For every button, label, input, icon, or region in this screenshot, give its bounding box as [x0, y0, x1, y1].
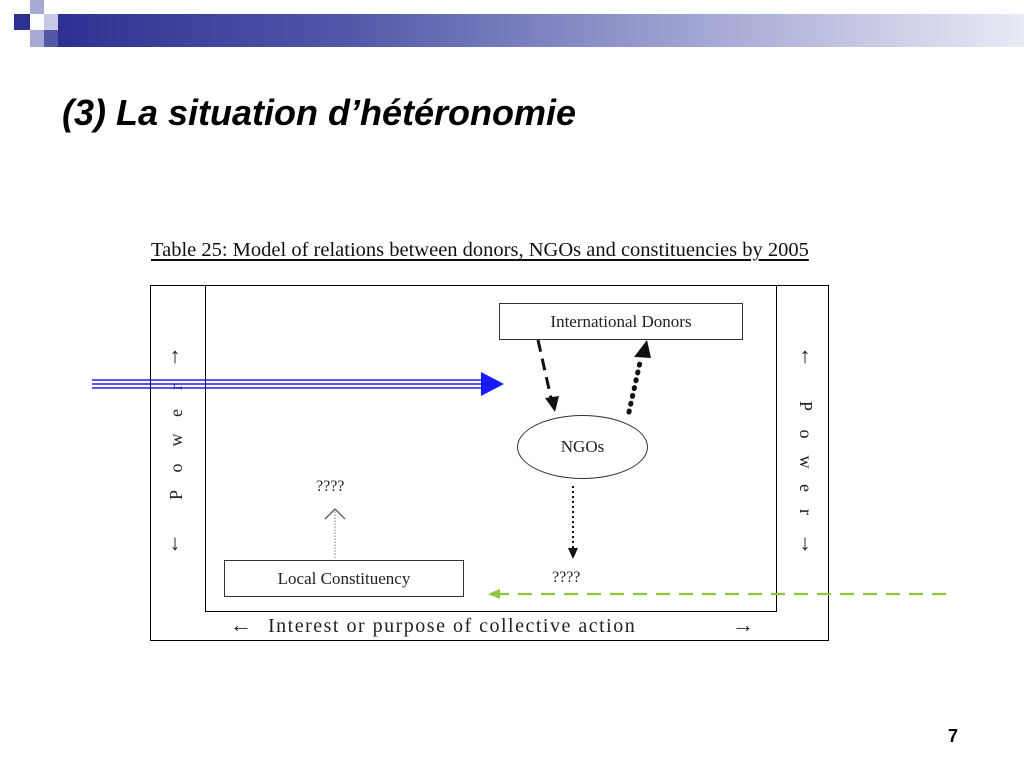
power-left-letter: w: [166, 433, 186, 447]
power-left-letter: o: [166, 463, 186, 473]
slide-title: (3) La situation d’hétéronomie: [62, 92, 577, 133]
page-number: 7: [948, 726, 959, 746]
header-gradient-band: [58, 14, 1024, 47]
header-square-light: [44, 14, 58, 30]
interest-right-arrow: →: [732, 612, 754, 637]
local-constituency-box: Local Constituency: [224, 560, 464, 597]
power-right-letter: w: [796, 455, 816, 469]
power-left-letter: P: [166, 490, 186, 501]
interest-left-arrow: ←: [230, 612, 252, 637]
power-left-down-arrow: ↓: [169, 530, 181, 555]
power-right-down-arrow: ↓: [799, 530, 811, 555]
power-left-letter: r: [166, 384, 186, 390]
header-square-dark: [44, 30, 58, 47]
diagram-caption: Table 25: Model of relations between donors, NGOs and constituencies by 2005: [151, 239, 809, 261]
power-left-up-arrow: ↑: [169, 343, 181, 368]
power-right-letter: r: [796, 509, 816, 515]
header-square-light: [30, 0, 44, 14]
international-donors-box: International Donors: [499, 303, 743, 340]
header-square-light: [30, 30, 44, 47]
ngos-ellipse: NGOs: [517, 415, 648, 479]
power-right-up-arrow: ↑: [799, 343, 811, 368]
question-marks-top: ????: [316, 478, 345, 495]
interest-axis-label: Interest or purpose of collective action: [268, 615, 637, 637]
power-right-letter: o: [796, 429, 816, 439]
question-marks-bottom: ????: [552, 569, 581, 586]
power-left-letter: e: [166, 409, 186, 417]
power-right-letter: P: [796, 400, 816, 411]
power-right-letter: e: [796, 484, 816, 492]
header-square-dark: [14, 14, 30, 30]
